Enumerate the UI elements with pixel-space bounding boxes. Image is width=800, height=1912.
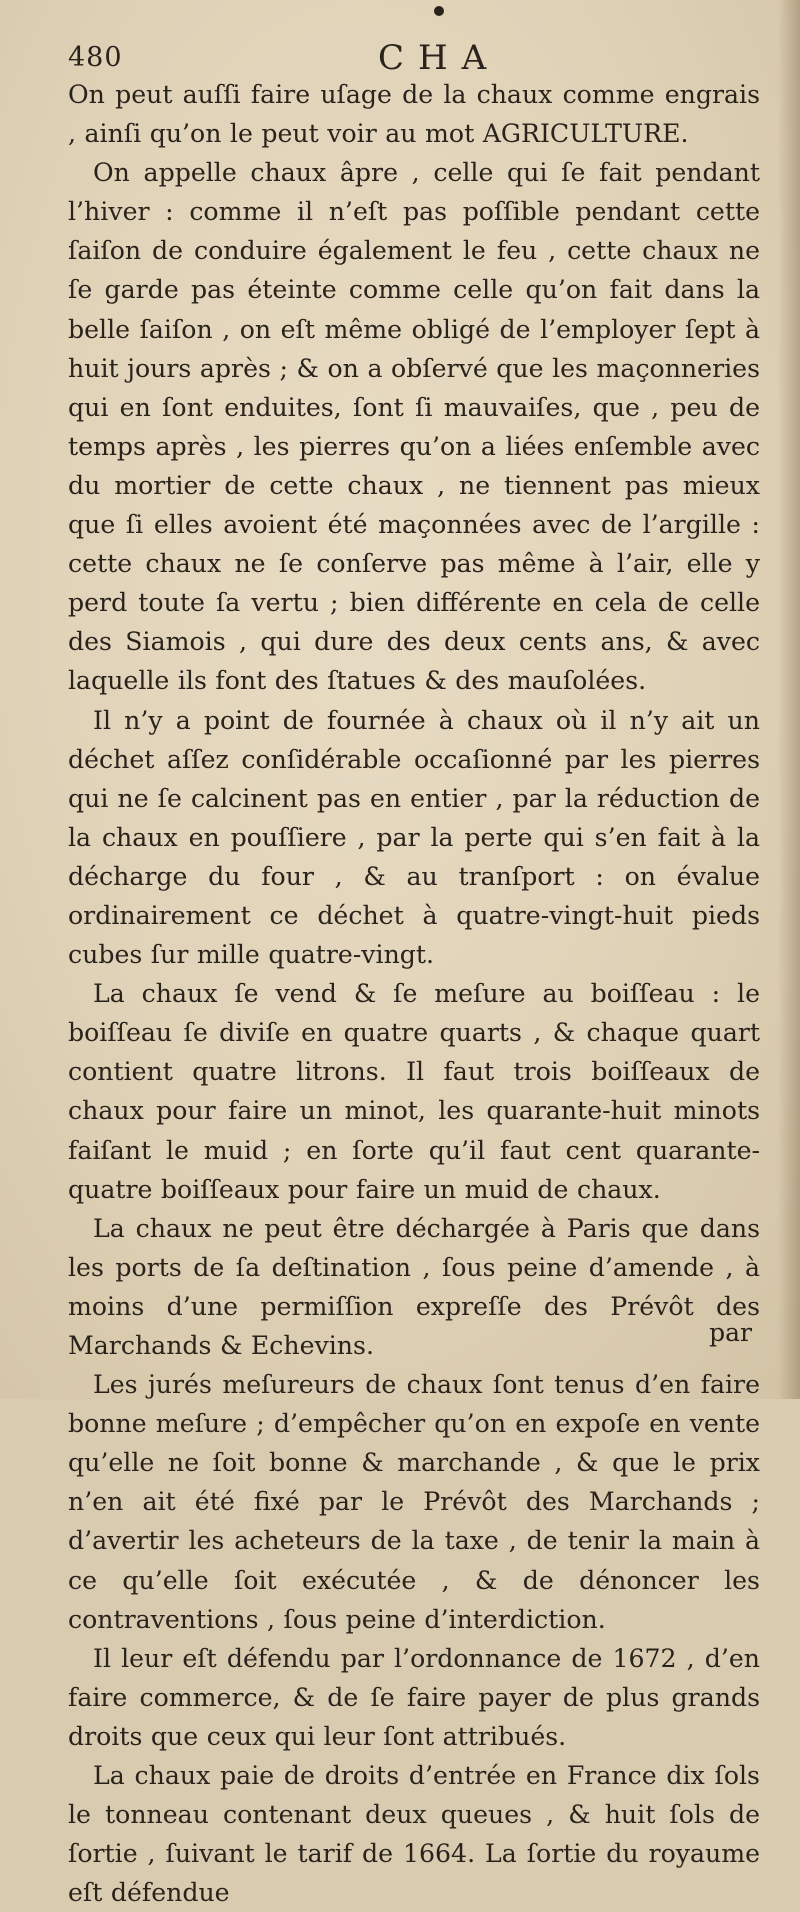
- paragraph: Les jurés meſureurs de chaux ſont tenus d’en faire bonne meſure ; d’empêcher qu’on en expoſe en vente qu’elle ne ſoit bonne & marchande , & que le prix n’en ait été fixé par le Prévôt des Marchands ; d’avertir les acheteurs de la taxe , de tenir la main à ce qu’elle ſoit exécutée , & de dénoncer les contraventions , ſous peine d’interdiction.: [68, 1370, 760, 1634]
- ink-spot: [434, 6, 444, 16]
- page-body: [68, 75, 760, 1912]
- paragraph: On peut auſſi faire uſage de la chaux comme engrais , ainſi qu’on le peut voir au mot AGRICULTURE.: [68, 80, 760, 149]
- page-edge-shadow: [778, 0, 800, 1399]
- running-head: CHA: [378, 38, 501, 78]
- paragraph: Il leur eſt défendu par l’ordonnance de 1672 , d’en faire commerce, & de ſe faire payer de plus grands droits que ceux qui leur ſont attribués.: [68, 1643, 760, 1751]
- page-number: 480: [68, 42, 123, 73]
- page-header: [68, 38, 758, 78]
- catchword: par: [709, 1318, 752, 1347]
- paragraph: La chaux ne peut être déchargée à Paris que dans les ports de ſa deſtination , ſous peine d’amende , à moins d’une permiſſion expreſſe des Prévôt des Marchands & Echevins.: [68, 1213, 760, 1360]
- paragraph: On appelle chaux âpre , celle qui ſe fait pendant l’hiver : comme il n’eſt pas poſſible pendant cette ſaiſon de conduire également le feu , cette chaux ne ſe garde pas éteinte comme celle qu’on fait dans la belle ſaiſon , on eſt même obligé de l’employer ſept à huit jours après ; & on a obſervé que les maçonneries qui en ſont enduites, ſont ſi mauvaiſes, que , peu de temps après , les pierres qu’on a liées enſemble avec du mortier de cette chaux , ne tiennent pas mieux que ſi elles avoient été maçonnées avec de l’argille : cette chaux ne ſe conſerve pas même à l’air, elle y perd toute ſa vertu ; bien différente en cela de celle des Siamois , qui dure des deux cents ans, & avec laquelle ils font des ſtatues & des mauſolées.: [68, 158, 760, 696]
- paragraph: La chaux paie de droits d’entrée en France dix ſols le tonneau contenant deux queues , & huit ſols de ſortie , ſuivant le tarif de 1664. La ſortie du royaume eſt défendue: [68, 1761, 760, 1908]
- paragraph: La chaux ſe vend & ſe meſure au boiſſeau : le boiſſeau ſe diviſe en quatre quarts , & chaque quart contient quatre litrons. Il faut trois boiſſeaux de chaux pour faire un minot, les quarante-huit minots faiſant le muid ; en ſorte qu’il faut cent quarante-quatre boiſſeaux pour faire un muid de chaux.: [68, 979, 760, 1204]
- paragraph: Il n’y a point de fournée à chaux où il n’y ait un déchet aſſez conſidérable occaſionné par les pierres qui ne ſe calcinent pas en entier , par la réduction de la chaux en pouſſiere , par la perte qui s’en fait à la décharge du four , & au tranſport : on évalue ordinairement ce déchet à quatre-vingt-huit pieds cubes ſur mille quatre-vingt.: [68, 705, 760, 970]
